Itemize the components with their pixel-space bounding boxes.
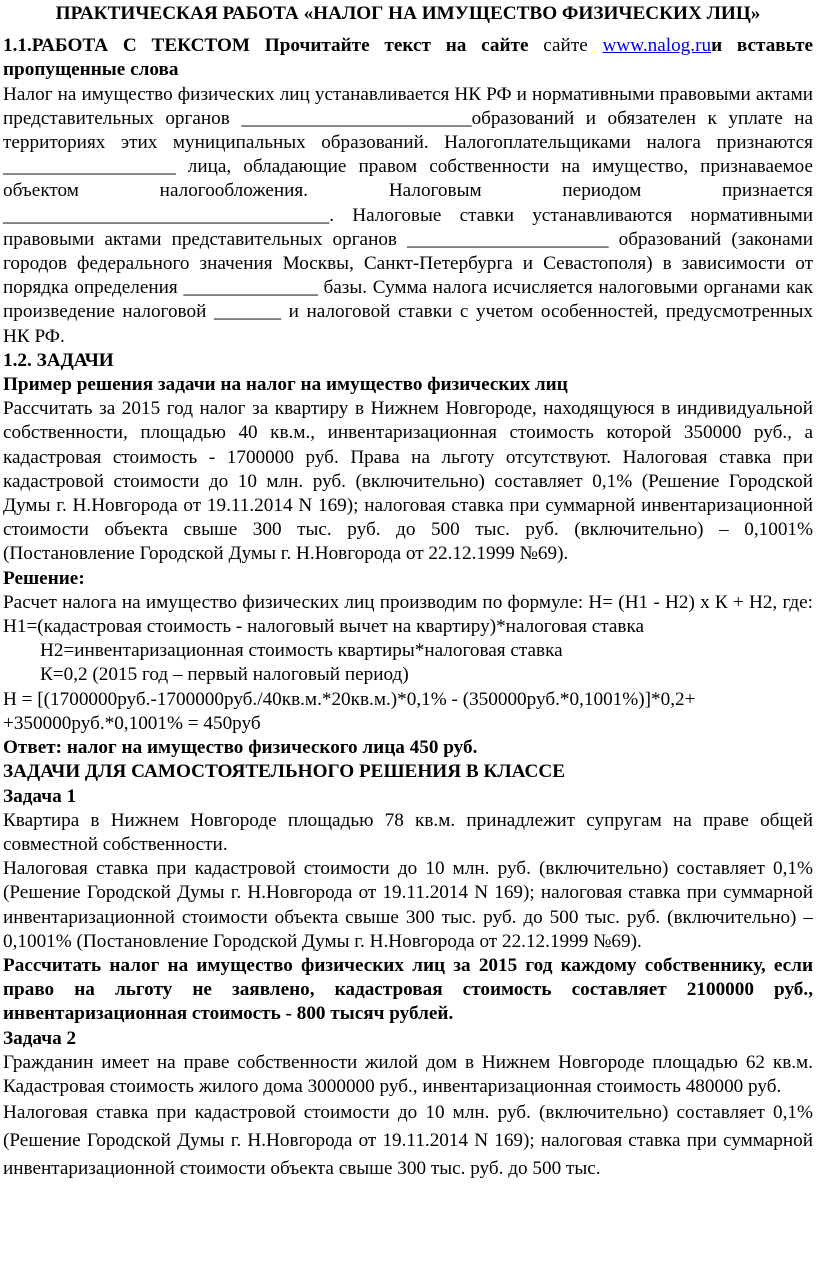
- solution-formula: Расчет налога на имущество физических лиц производим по формуле: Н= (Н1 - Н2) х К + Н2, где: Н1=(кадастровая стоимость - налоговый вычет на квартиру)*налоговая ставка: [3, 591, 813, 638]
- solution-calculation: Н = [(1700000руб.-1700000руб./40кв.м.*20кв.м.)*0,1% - (350000руб.*0,1001%)]*0,2+ +350000руб.*0,1001% = 450руб: [3, 688, 696, 734]
- section-1-heading: [3, 34, 813, 82]
- section-1-heading-bold: 1.1.РАБОТА С ТЕКСТОМ Прочитайте текст на сайте: [3, 35, 529, 57]
- example-heading: Пример решения задачи на налог на имущество физических лиц: [3, 374, 568, 396]
- section-3-heading: ЗАДАЧИ ДЛЯ САМОСТОЯТЕЛЬНОГО РЕШЕНИЯ В КЛАССЕ: [3, 761, 566, 783]
- task-2-rates: Налоговая ставка при кадастровой стоимости до 10 млн. руб. (включительно) составляет 0,1% (Решение Городской Думы г. Н.Новгорода от 19.11.2014 N 169); налоговая ставка при суммарной инвентаризационной стоимости объекта свыше 300 тыс. руб. до 500 тыс.: [3, 1102, 813, 1180]
- example-text: Рассчитать за 2015 год налог за квартиру в Нижнем Новгороде, находящуюся в индивидуальной собственности, площадью 40 кв.м., инвентаризационная стоимость которой 350000 руб., а кадастровая стоимость - 1700000 руб. Права на льготу отсутствуют. Налоговая ставка при кадастровой стоимости до 10 млн. руб. (включительно) составляет 0,1% (Решение Городской Думы г. Н.Новгорода от 19.11.2014 N 169); налоговая ставка при суммарной инвентаризационной стоимости объекта свыше 300 тыс. руб. до 500 тыс. руб. (включительно) – 0,1001% (Постановление Городской Думы г. Н.Новгорода от 22.12.1999 №69).: [3, 398, 813, 565]
- answer: Ответ: налог на имущество физического лица 450 руб.: [3, 737, 478, 759]
- solution-h2-definition: Н2=инвентаризационная стоимость квартиры*налоговая ставка: [40, 640, 563, 662]
- task-2-condition: Гражданин имеет на праве собственности жилой дом в Нижнем Новгороде площадью 62 кв.м. Кадастровая стоимость жилого дома 3000000 руб., инвентаризационная стоимость 480000 руб.: [3, 1051, 813, 1097]
- task-1-rates: Налоговая ставка при кадастровой стоимости до 10 млн. руб. (включительно) составляет 0,1% (Решение Городской Думы г. Н.Новгорода от 19.11.2014 N 169); налоговая ставка при суммарной инвентаризационной стоимости объекта свыше 300 тыс. руб. до 500 тыс. руб. (включительно) – 0,1001% (Постановление Городской Думы г. Н.Новгорода от 22.12.1999 №69).: [3, 858, 813, 952]
- section-1-heading-tail: и вставьте пропущенные слова: [3, 35, 814, 81]
- solution-k-definition: К=0,2 (2015 год – первый налоговый период): [40, 664, 409, 686]
- task-1-question: Рассчитать налог на имущество физических лиц за 2015 год каждому собственнику, если право на льготу не заявлено, кадастровая стоимость составляет 2100000 руб., инвентаризационная стоимость - 800 тысяч рублей.: [3, 954, 813, 1025]
- section-2-heading: 1.2. ЗАДАЧИ: [3, 349, 114, 371]
- task-1-condition: Квартира в Нижнем Новгороде площадью 78 кв.м. принадлежит супругам на праве общей совместной собственности.: [3, 809, 813, 855]
- section-1-heading-plain: сайте: [528, 35, 603, 57]
- solution-heading: Решение:: [3, 567, 85, 589]
- task-1-heading: Задача 1: [3, 785, 77, 807]
- nalog-site-link[interactable]: www.nalog.ru: [602, 35, 712, 57]
- document-title: ПРАКТИЧЕСКАЯ РАБОТА «НАЛОГ НА ИМУЩЕСТВО ФИЗИЧЕСКИХ ЛИЦ»: [55, 3, 761, 24]
- fill-in-text: Налог на имущество физических лиц устанавливается НК РФ и нормативными правовыми актами представительных органов ________________________образований и обязателен к уплате на территориях этих муниципальных образований. Налогоплательщиками налога признаются __________________ лица, обладающие правом собственности на имущество, признаваемое объектом налогообложения. Налоговым периодом признается __________________________________. Налоговые ставки устанавливаются нормативными правовыми актами представительных органов _____________________ образований (законами городов федерального значения Москвы, Санкт-Петербурга и Севастополя) в зависимости от порядка определения ______________ базы. Сумма налога исчисляется налоговыми органами как произведение налоговой _______ и налоговой ставки с учетом особенностей, предусмотренных НК РФ.: [3, 83, 813, 347]
- task-2-heading: Задача 2: [3, 1027, 77, 1049]
